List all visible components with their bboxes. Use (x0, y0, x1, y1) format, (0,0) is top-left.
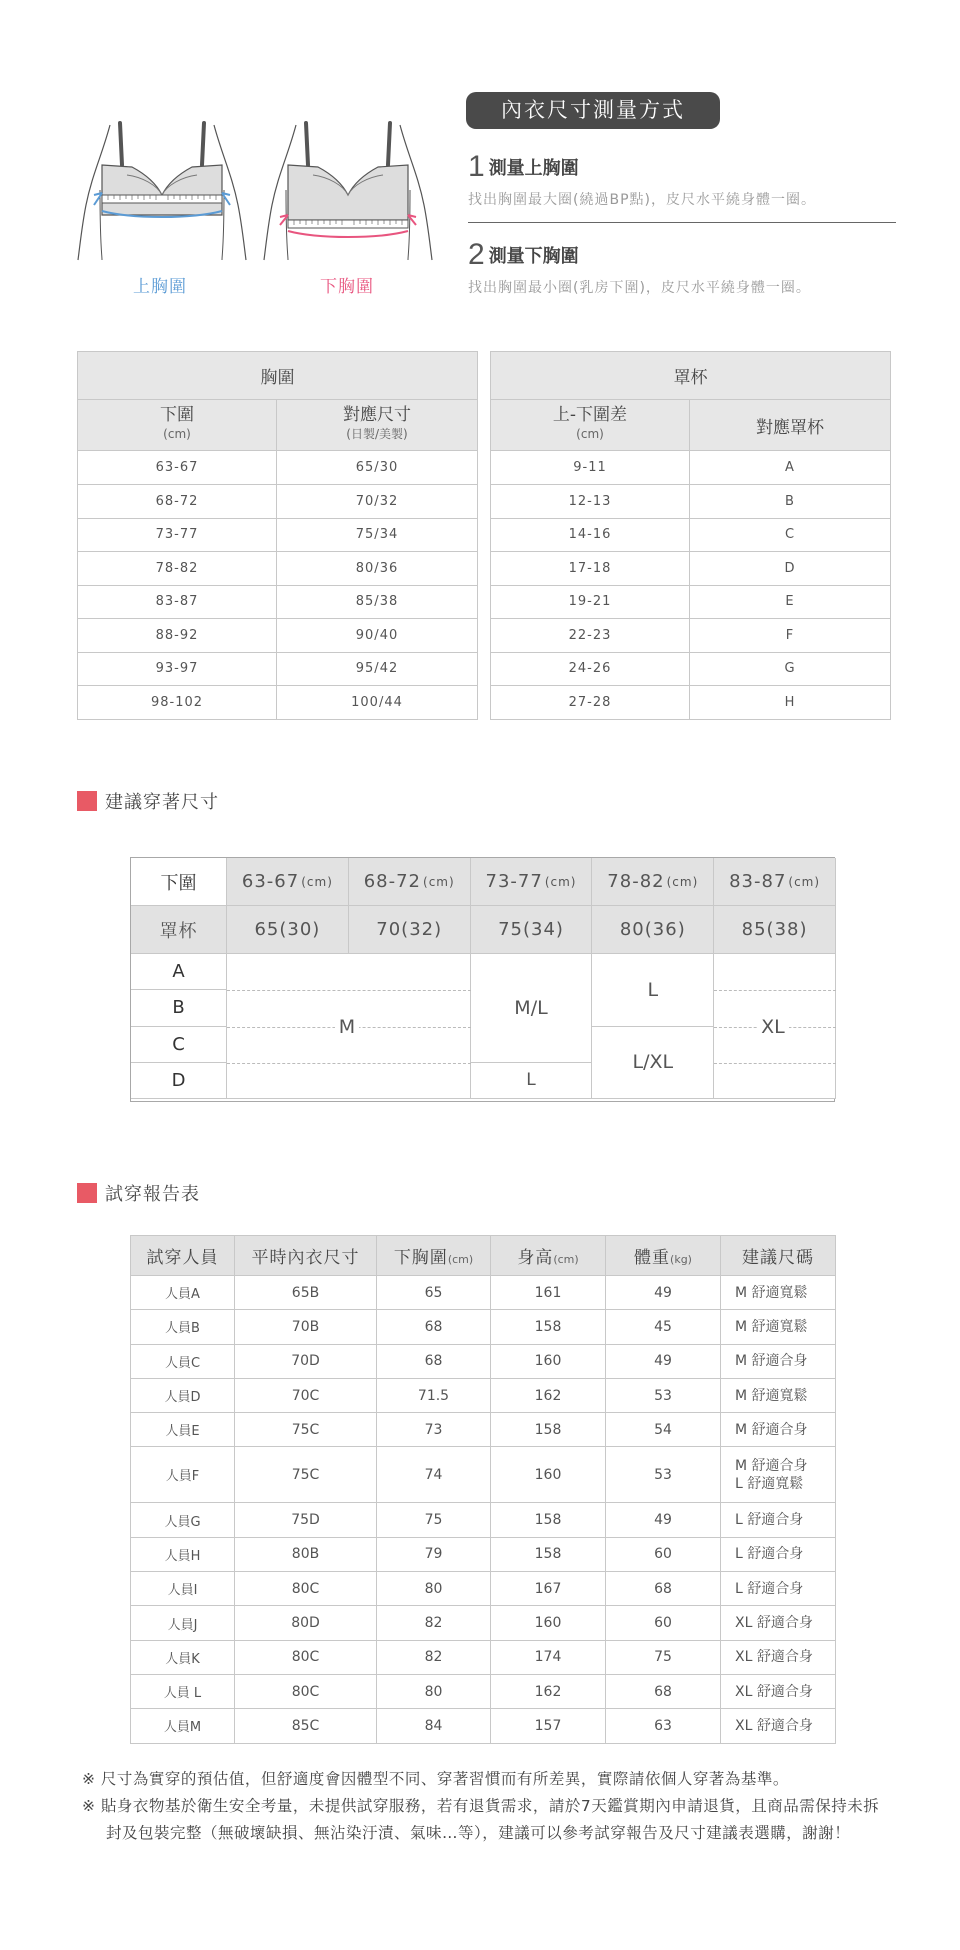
cup-row-label: D (131, 1063, 227, 1099)
report-row (131, 1640, 836, 1674)
report-row (131, 1447, 836, 1503)
cup-cell: H (690, 686, 891, 720)
report-row (131, 1606, 836, 1640)
report-cell: 70C (235, 1378, 377, 1412)
report-cell: 167 (491, 1572, 606, 1606)
report-cell: 162 (491, 1378, 606, 1412)
note-1: ※ 尺寸為實穿的預估值，但舒適度會因體型不同、穿著習慣而有所差異，實際請依個人穿著為基準。 (82, 1770, 789, 1788)
report-cell: 84 (377, 1709, 491, 1743)
report-cell: 人員M (131, 1709, 235, 1743)
step-2 (468, 238, 579, 272)
report-cell: 人員F (131, 1447, 235, 1503)
report-cell: 70B (235, 1310, 377, 1344)
report-cell: 人員J (131, 1606, 235, 1640)
report-cell: 人員I (131, 1572, 235, 1606)
dashed-divider (227, 990, 471, 991)
report-cell: XL 舒適合身 (721, 1640, 836, 1674)
cup-cell: 17-18 (491, 552, 690, 586)
band-cell: 93-97 (78, 652, 277, 686)
band-cell: 80/36 (277, 552, 478, 586)
band-cell: 75/34 (277, 518, 478, 552)
cup-row-label: B (131, 990, 227, 1026)
band-row (78, 619, 478, 653)
band-size-header: 80(36) (592, 906, 714, 954)
report-cell: 74 (377, 1447, 491, 1503)
band-range-header (227, 858, 349, 906)
report-cell: 75C (235, 1413, 377, 1447)
note-2: ※ 貼身衣物基於衛生安全考量，未提供試穿服務，若有退貨需求，請於7天鑑賞期內申請退貨，且商品需保持未拆封及包裝完整（無破壞缺損、無沾染汙漬、氣味…等），建議可以參考試穿報告及尺寸建議表選購，謝謝！ (82, 1797, 880, 1842)
row-label-cup: 罩杯 (131, 906, 227, 954)
report-header: 體重(kg) (606, 1236, 721, 1276)
report-row (131, 1276, 836, 1310)
step-2-number: 2 (468, 238, 485, 271)
report-cell: M 舒適寬鬆 (721, 1310, 836, 1344)
step-2-title: 測量下胸圍 (488, 246, 579, 267)
report-cell: L 舒適合身 (721, 1503, 836, 1537)
band-row (78, 652, 478, 686)
size-l-bottom-region: L (471, 1063, 593, 1099)
cup-cell: D (690, 552, 891, 586)
cup-cell: C (690, 518, 891, 552)
report-cell: M 舒適合身 L 舒適寬鬆 (721, 1447, 836, 1503)
report-row (131, 1572, 836, 1606)
heading-marker-icon (77, 1183, 97, 1203)
report-cell: 158 (491, 1413, 606, 1447)
band-range: 78-82 (607, 871, 665, 892)
step-1-title: 測量上胸圍 (488, 158, 579, 179)
report-row (131, 1344, 836, 1378)
report-cell: XL 舒適合身 (721, 1709, 836, 1743)
cup-row (491, 518, 891, 552)
recommend-heading: 建議穿著尺寸 (77, 788, 219, 814)
band-cell: 100/44 (277, 686, 478, 720)
report-cell: 60 (606, 1537, 721, 1571)
cup-row (491, 485, 891, 519)
band-range: 63-67 (241, 871, 300, 892)
heading-marker-icon (77, 791, 97, 811)
cup-row (491, 686, 891, 720)
cup-size-table (490, 351, 891, 720)
report-cell: 人員H (131, 1537, 235, 1571)
report-cell: 160 (491, 1606, 606, 1640)
report-cell: 49 (606, 1276, 721, 1310)
size-lxl-region: L/XL (592, 1027, 714, 1100)
band-size-header: 65(30) (227, 906, 349, 954)
report-cell: 71.5 (377, 1378, 491, 1412)
report-header: 身高(cm) (491, 1236, 606, 1276)
cup-cell: 14-16 (491, 518, 690, 552)
report-cell: L 舒適合身 (721, 1537, 836, 1571)
band-size-header: 85(38) (714, 906, 836, 954)
band-cell: 65/30 (277, 451, 478, 485)
report-cell: 82 (377, 1640, 491, 1674)
band-row (78, 518, 478, 552)
band-unit: (cm) (423, 874, 455, 889)
report-row (131, 1674, 836, 1708)
trial-report-table (130, 1235, 836, 1744)
cup-cell: 22-23 (491, 619, 690, 653)
cup-row-label: C (131, 1027, 227, 1063)
band-row (78, 686, 478, 720)
cup-cell: 9-11 (491, 451, 690, 485)
band-cell: 85/38 (277, 585, 478, 619)
size-ml-region: M/L (471, 954, 593, 1063)
cup-cell: 12-13 (491, 485, 690, 519)
band-cell: 95/42 (277, 652, 478, 686)
band-unit: (cm) (666, 874, 699, 889)
band-range: 68-72 (363, 871, 422, 892)
step-1-desc: 找出胸圍最大圈(繞過BP點)，皮尺水平繞身體一圈。 (468, 192, 816, 208)
report-cell: 68 (606, 1674, 721, 1708)
report-cell: 75 (377, 1503, 491, 1537)
report-cell: 49 (606, 1344, 721, 1378)
report-cell: 80C (235, 1640, 377, 1674)
report-cell: M 舒適寬鬆 (721, 1276, 836, 1310)
band-col-size: 對應尺寸 (日製/美製) (277, 400, 478, 451)
cup-col-diff: 上-下圍差 (cm) (491, 400, 690, 451)
band-range-header (592, 858, 714, 906)
report-cell: 人員B (131, 1310, 235, 1344)
step-1 (468, 150, 579, 184)
cup-row (491, 552, 891, 586)
band-table-title: 胸圍 (78, 352, 478, 400)
band-col-under: 下圍 (cm) (78, 400, 277, 451)
step-divider (468, 222, 896, 223)
band-row (78, 552, 478, 586)
cup-cell: A (690, 451, 891, 485)
band-cell: 88-92 (78, 619, 277, 653)
band-cell: 90/40 (277, 619, 478, 653)
report-cell: 160 (491, 1447, 606, 1503)
report-row (131, 1378, 836, 1412)
cup-cell: F (690, 619, 891, 653)
step-1-number: 1 (468, 150, 485, 183)
band-size-table (77, 351, 478, 720)
report-cell: M 舒適合身 (721, 1344, 836, 1378)
report-cell: 161 (491, 1276, 606, 1310)
band-row (78, 585, 478, 619)
report-cell: 53 (606, 1447, 721, 1503)
report-cell: 80C (235, 1674, 377, 1708)
band-size-header: 70(32) (349, 906, 471, 954)
cup-table-title: 罩杯 (491, 352, 891, 400)
report-cell: 65B (235, 1276, 377, 1310)
band-range: 73-77 (485, 871, 543, 892)
report-cell: 174 (491, 1640, 606, 1674)
cup-row-label: A (131, 954, 227, 990)
band-size-header: 75(34) (471, 906, 593, 954)
size-m-label: M (335, 1016, 359, 1038)
report-cell: 73 (377, 1413, 491, 1447)
band-range-header (471, 858, 593, 906)
report-cell: M 舒適合身 (721, 1413, 836, 1447)
report-cell: 68 (377, 1344, 491, 1378)
band-row (78, 485, 478, 519)
measure-title: 內衣尺寸測量方式 (466, 92, 720, 129)
cup-cell: 19-21 (491, 585, 690, 619)
report-cell: 158 (491, 1503, 606, 1537)
band-unit: (cm) (788, 874, 821, 889)
report-cell: 158 (491, 1537, 606, 1571)
lower-bust-illustration (258, 115, 438, 265)
report-cell: 75 (606, 1640, 721, 1674)
dashed-divider (714, 1063, 836, 1064)
report-row (131, 1413, 836, 1447)
report-header: 建議尺碼 (721, 1236, 836, 1276)
report-cell: 75D (235, 1503, 377, 1537)
report-cell: 人員C (131, 1344, 235, 1378)
cup-cell: G (690, 652, 891, 686)
report-cell: 157 (491, 1709, 606, 1743)
report-cell: 162 (491, 1674, 606, 1708)
report-header: 平時內衣尺寸 (235, 1236, 377, 1276)
band-range: 83-87 (729, 871, 787, 892)
report-cell: 68 (606, 1572, 721, 1606)
size-l-region: L (592, 954, 714, 1027)
cup-cell: E (690, 585, 891, 619)
row-label-band: 下圍 (131, 858, 227, 906)
report-cell: 人員D (131, 1378, 235, 1412)
report-header: 試穿人員 (131, 1236, 235, 1276)
report-cell: 158 (491, 1310, 606, 1344)
cup-row (491, 451, 891, 485)
cup-col-cup: 對應罩杯 (690, 400, 891, 451)
cup-cell: 27-28 (491, 686, 690, 720)
report-row (131, 1503, 836, 1537)
band-unit: (cm) (301, 874, 333, 889)
band-range-header (714, 858, 836, 906)
notes (82, 1766, 890, 1847)
report-cell: 人員K (131, 1640, 235, 1674)
report-cell: 160 (491, 1344, 606, 1378)
report-cell: 53 (606, 1378, 721, 1412)
report-cell: 54 (606, 1413, 721, 1447)
band-cell: 78-82 (78, 552, 277, 586)
report-cell: 60 (606, 1606, 721, 1640)
cup-cell: B (690, 485, 891, 519)
band-cell: 70/32 (277, 485, 478, 519)
report-header: 下胸圍(cm) (377, 1236, 491, 1276)
report-cell: 80 (377, 1674, 491, 1708)
report-cell: 65 (377, 1276, 491, 1310)
band-cell: 68-72 (78, 485, 277, 519)
report-row (131, 1310, 836, 1344)
dashed-divider (714, 990, 836, 991)
report-cell: XL 舒適合身 (721, 1674, 836, 1708)
report-cell: 68 (377, 1310, 491, 1344)
report-cell: 人員A (131, 1276, 235, 1310)
step-2-desc: 找出胸圍最小圈(乳房下圍)，皮尺水平繞身體一圈。 (468, 280, 811, 296)
band-cell: 83-87 (78, 585, 277, 619)
report-cell: 80C (235, 1572, 377, 1606)
lower-bust-label: 下胸圍 (320, 277, 374, 297)
report-cell: 70D (235, 1344, 377, 1378)
band-unit: (cm) (544, 874, 577, 889)
report-cell: 人員G (131, 1503, 235, 1537)
report-cell: 80B (235, 1537, 377, 1571)
cup-cell: 24-26 (491, 652, 690, 686)
report-cell: 49 (606, 1503, 721, 1537)
report-cell: 80D (235, 1606, 377, 1640)
report-heading: 試穿報告表 (77, 1180, 200, 1206)
report-cell: M 舒適寬鬆 (721, 1378, 836, 1412)
cup-row (491, 652, 891, 686)
upper-bust-illustration (72, 115, 252, 265)
cup-row (491, 585, 891, 619)
report-cell: L 舒適合身 (721, 1572, 836, 1606)
band-range-header (349, 858, 471, 906)
band-cell: 98-102 (78, 686, 277, 720)
band-cell: 73-77 (78, 518, 277, 552)
upper-bust-label: 上胸圍 (133, 277, 187, 297)
report-cell: 85C (235, 1709, 377, 1743)
size-xl-label: XL (757, 1016, 789, 1038)
band-row (78, 451, 478, 485)
report-row (131, 1709, 836, 1743)
cup-row (491, 619, 891, 653)
band-cell: 63-67 (78, 451, 277, 485)
recommend-grid (130, 857, 835, 1102)
report-cell: 45 (606, 1310, 721, 1344)
report-cell: 79 (377, 1537, 491, 1571)
dashed-divider (227, 1063, 471, 1064)
report-cell: 75C (235, 1447, 377, 1503)
report-cell: 80 (377, 1572, 491, 1606)
report-row (131, 1537, 836, 1571)
report-cell: 人員E (131, 1413, 235, 1447)
report-cell: 人員 L (131, 1674, 235, 1708)
report-cell: 82 (377, 1606, 491, 1640)
report-cell: XL 舒適合身 (721, 1606, 836, 1640)
report-cell: 63 (606, 1709, 721, 1743)
